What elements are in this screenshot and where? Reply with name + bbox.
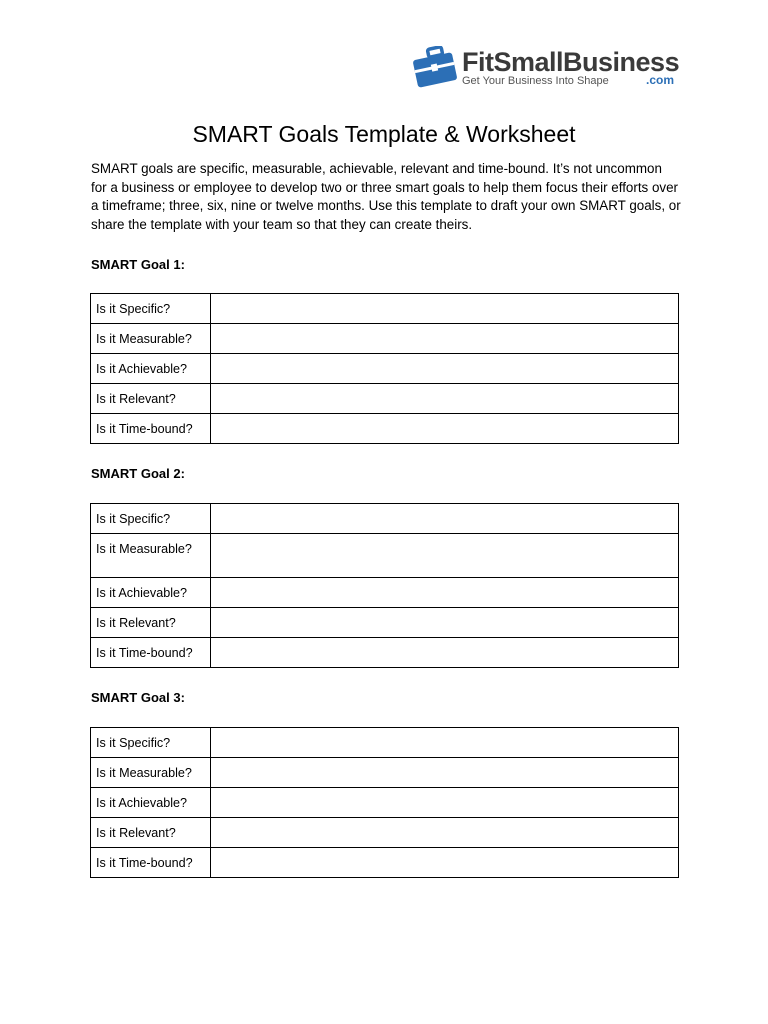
answer-field-specific[interactable] [211,294,679,324]
answer-field-achievable[interactable] [211,788,679,818]
answer-field-specific[interactable] [211,728,679,758]
table-row [91,414,679,444]
table-row [91,384,679,414]
intro-paragraph: SMART goals are specific, measurable, achievable, relevant and time-bound. It’s not uncommon for a business or employee to develop two or three smart goals to help them focus their efforts over a timeframe; three, six, nine or twelve months. Use this template to draft your own SMART goals, or share the template with your team so that they can create theirs. [91,161,681,232]
table-row [91,294,679,324]
question-measurable: Is it Measurable? [91,534,211,578]
question-measurable: Is it Measurable? [91,324,211,354]
question-achievable: Is it Achievable? [91,354,211,384]
goal-1-table [90,293,679,444]
logo-tagline: Get Your Business Into Shape [462,75,609,87]
logo-wordmark-fit: Fit [462,47,494,77]
goal-2-table [90,503,679,668]
table-row [91,848,679,878]
answer-field-time-bound[interactable] [211,638,679,668]
question-time-bound: Is it Time-bound? [91,848,211,878]
question-specific: Is it Specific? [91,294,211,324]
answer-field-achievable[interactable] [211,578,679,608]
answer-field-measurable[interactable] [211,534,679,578]
goal-1-label: SMART Goal 1: [91,257,185,272]
table-row [91,608,679,638]
answer-field-time-bound[interactable] [211,848,679,878]
answer-field-relevant[interactable] [211,608,679,638]
question-achievable: Is it Achievable? [91,578,211,608]
logo-wordmark [462,49,679,76]
answer-field-measurable[interactable] [211,324,679,354]
question-relevant: Is it Relevant? [91,818,211,848]
table-row [91,788,679,818]
table-row [91,504,679,534]
table-row [91,818,679,848]
table-row [91,728,679,758]
table-row [91,354,679,384]
question-measurable: Is it Measurable? [91,758,211,788]
page-title: SMART Goals Template & Worksheet [192,121,576,147]
question-time-bound: Is it Time-bound? [91,638,211,668]
question-relevant: Is it Relevant? [91,608,211,638]
briefcase-icon [412,46,458,88]
table-row [91,534,679,578]
goal-3-table [90,727,679,878]
question-specific: Is it Specific? [91,504,211,534]
answer-field-time-bound[interactable] [211,414,679,444]
answer-field-achievable[interactable] [211,354,679,384]
answer-field-relevant[interactable] [211,818,679,848]
table-row [91,758,679,788]
question-relevant: Is it Relevant? [91,384,211,414]
table-row [91,324,679,354]
table-row [91,638,679,668]
question-specific: Is it Specific? [91,728,211,758]
answer-field-specific[interactable] [211,504,679,534]
brand-logo [412,44,678,92]
logo-wordmark-smallbusiness: SmallBusiness [493,47,680,77]
question-time-bound: Is it Time-bound? [91,414,211,444]
goal-2-label: SMART Goal 2: [91,466,185,481]
answer-field-relevant[interactable] [211,384,679,414]
logo-dotcom: .com [645,73,674,87]
goal-3-label: SMART Goal 3: [91,690,185,705]
question-achievable: Is it Achievable? [91,788,211,818]
table-row [91,578,679,608]
answer-field-measurable[interactable] [211,758,679,788]
